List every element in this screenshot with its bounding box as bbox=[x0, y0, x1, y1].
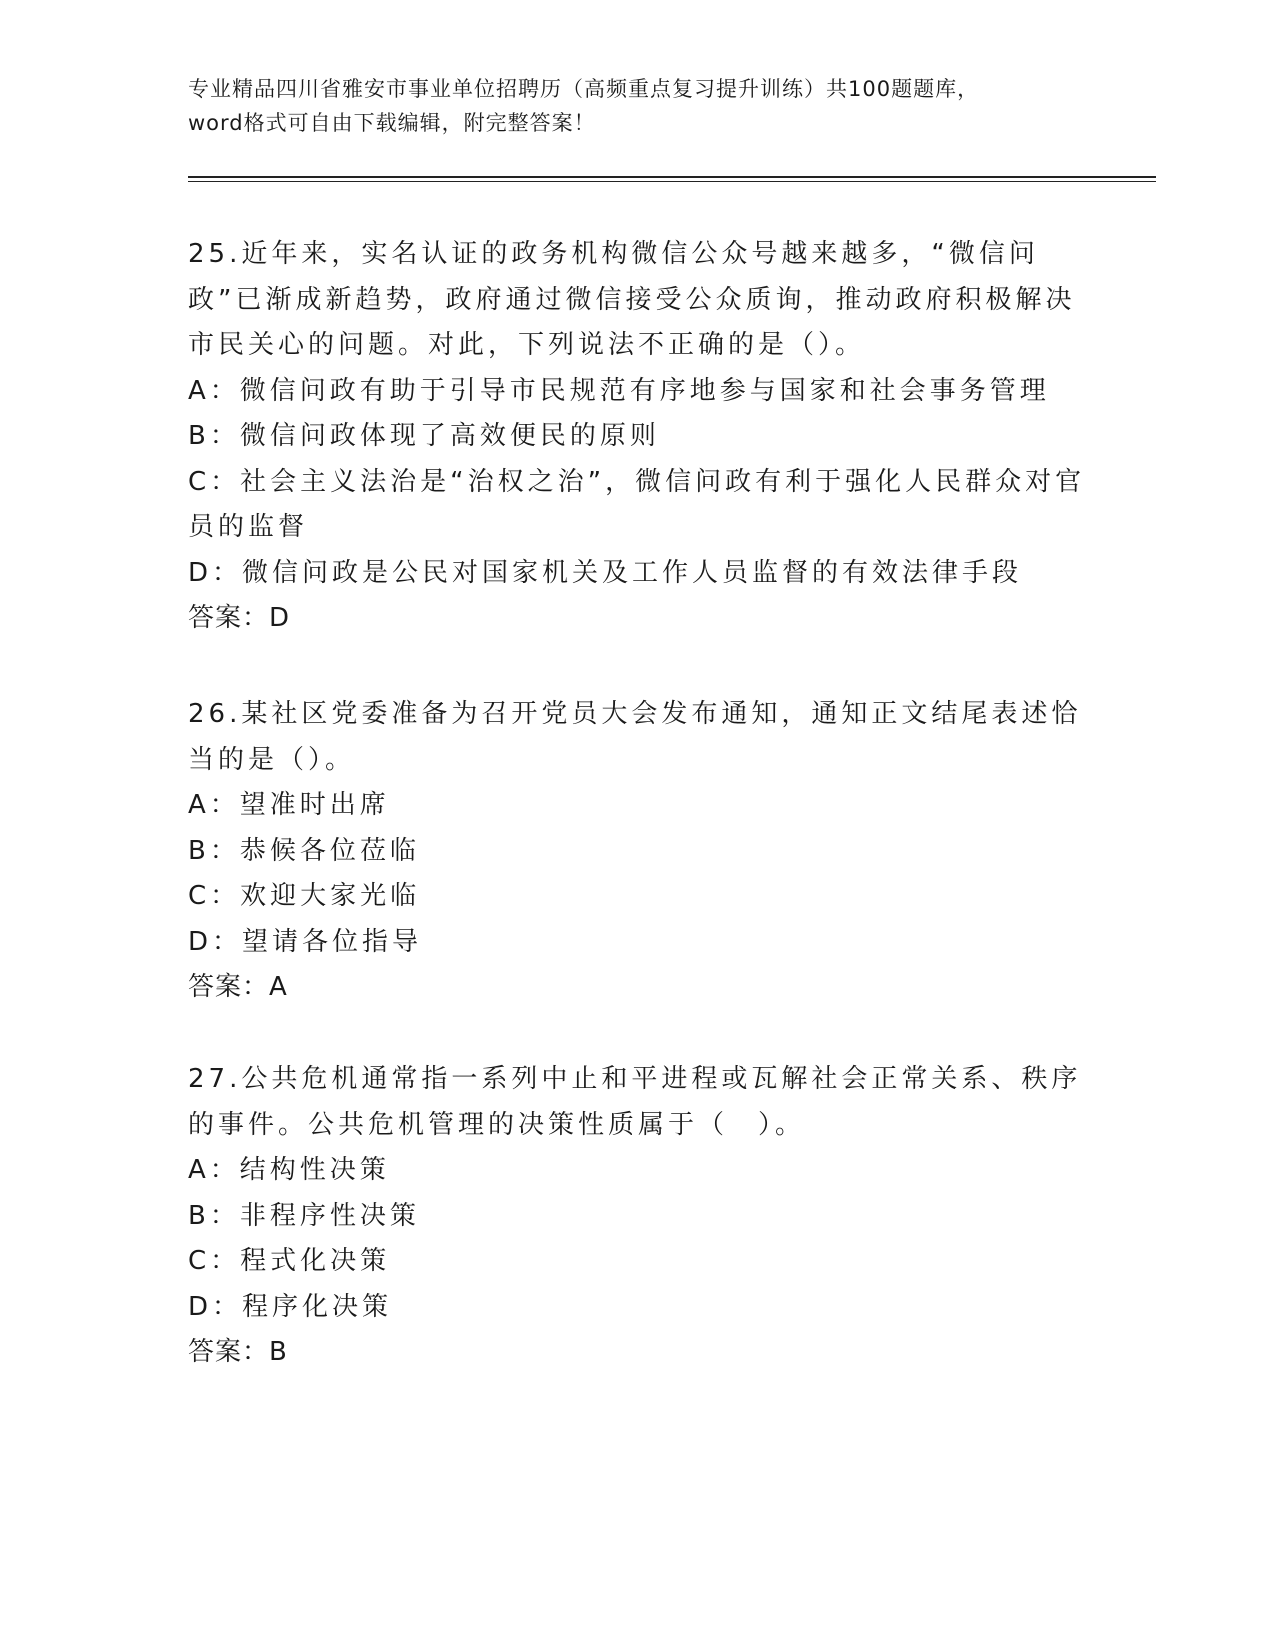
option-b: B：恭候各位莅临 bbox=[188, 835, 420, 866]
document-header bbox=[188, 72, 1028, 140]
option-b: B：微信问政体现了高效便民的原则 bbox=[188, 421, 660, 451]
question-text: 25.近年来，实名认证的政务机构微信公众号越来越多，“微信问政”已渐成新趋势，政府通过微信接受公众质询，推动政府积极解决市民关心的问题。对此，下列说法不正确的是（）。 bbox=[188, 239, 1076, 360]
question-26 bbox=[188, 692, 1088, 1011]
answer: 答案：B bbox=[188, 1337, 288, 1367]
question-text: 27.公共危机通常指一系列中止和平进程或瓦解社会正常关系、秩序的事件。公共危机管理的决策性质属于（ ）。 bbox=[188, 1064, 1082, 1140]
header-title: 专业精品四川省雅安市事业单位招聘历（高频重点复习提升训练）共100题题库，word格式可自由下载编辑，附完整答案！ bbox=[188, 77, 980, 135]
answer: 答案：D bbox=[188, 603, 291, 633]
option-d: D：望请各位指导 bbox=[188, 926, 423, 957]
question-27 bbox=[188, 1057, 1088, 1376]
option-d: D：微信问政是公民对国家机关及工作人员监督的有效法律手段 bbox=[188, 557, 1023, 588]
option-c: C：欢迎大家光临 bbox=[188, 881, 421, 911]
answer: 答案：A bbox=[188, 972, 288, 1002]
option-d: D：程序化决策 bbox=[188, 1291, 393, 1322]
question-25 bbox=[188, 232, 1088, 642]
option-a: A：结构性决策 bbox=[188, 1155, 390, 1185]
option-c: C：社会主义法治是“治权之治”，微信问政有利于强化人民群众对官员的监督 bbox=[188, 466, 1086, 542]
option-c: C：程式化决策 bbox=[188, 1246, 391, 1276]
option-a: A：微信问政有助于引导市民规范有序地参与国家和社会事务管理 bbox=[188, 375, 1050, 406]
question-text: 26.某社区党委准备为召开党员大会发布通知，通知正文结尾表述恰当的是（）。 bbox=[188, 699, 1082, 775]
header-divider bbox=[188, 176, 1156, 182]
option-a: A：望准时出席 bbox=[188, 790, 390, 820]
option-b: B：非程序性决策 bbox=[188, 1200, 420, 1231]
